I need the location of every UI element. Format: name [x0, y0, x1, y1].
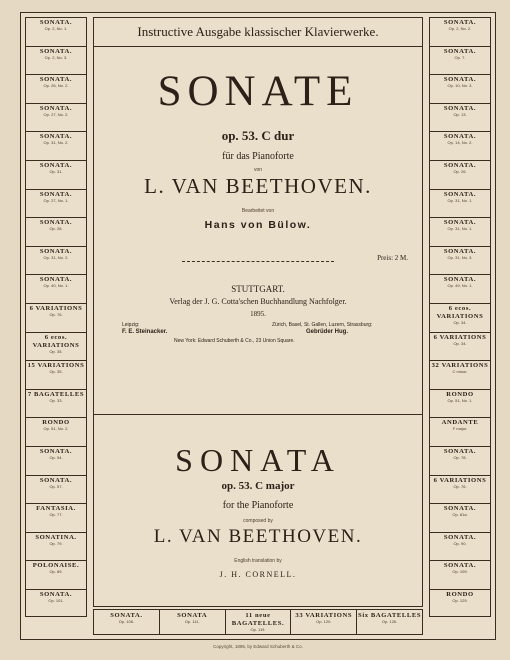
catalog-entry-title: SONATA. [443, 276, 477, 284]
catalog-entry [25, 274, 87, 303]
catalog-entry-title: SONATA. [39, 133, 73, 141]
catalog-entry-title: SONATA. [443, 133, 477, 141]
catalog-entry-title: SONATA. [443, 505, 477, 513]
catalog-entry [159, 609, 225, 635]
copyright: Copyright, 1895, by Edward Schuberth & Co. [213, 644, 303, 649]
catalog-entry-opus: Op. 51, No. 2. [43, 426, 69, 432]
catalog-entry-title: SONATA. [443, 19, 477, 26]
catalog-entry-opus: Op. 31, No. 2. [43, 140, 69, 146]
catalog-entry-opus: Op. 81a. [452, 512, 468, 518]
bottom-catalog-row [93, 609, 423, 635]
catalog-entry-title: 15 VARIATIONS [27, 362, 85, 370]
catalog-entry [25, 160, 87, 189]
german-instrument: für das Pianoforte [222, 151, 294, 162]
catalog-entry [25, 589, 87, 618]
catalog-entry-opus: Op. 26, No. 2. [43, 83, 69, 89]
series-title: Instructive Ausgabe klassischer Klavierwerke. [94, 18, 422, 47]
catalog-entry-opus: Op. 90. [453, 540, 467, 546]
catalog-entry-opus: Op. 111. [184, 619, 200, 624]
catalog-entry-opus: Op. 40, No. 1. [43, 283, 69, 289]
leipzig-name: F. E. Steinacker. [122, 329, 168, 335]
catalog-entry-opus: Op. 89. [49, 569, 63, 575]
catalog-entry [25, 74, 87, 103]
catalog-entry-opus: Op. 2, No. 3. [44, 54, 68, 60]
catalog-entry-opus: Op. 31, No. 2. [43, 254, 69, 260]
catalog-entry [429, 160, 491, 189]
catalog-entry [429, 17, 491, 46]
catalog-entry-title: 11 neue BAGATELLES. [231, 612, 285, 627]
catalog-entry-opus: Op. 27, No. 1. [43, 197, 69, 203]
catalog-entry-opus: C minor. [452, 369, 468, 375]
center-panel [93, 17, 423, 607]
catalog-entry-title: SONATA. [39, 247, 73, 255]
catalog-entry-title: 6 VARIATIONS [29, 304, 83, 312]
catalog-entry [429, 446, 491, 475]
catalog-entry-opus: Op. 26. [453, 168, 467, 174]
catalog-entry [25, 446, 87, 475]
catalog-entry-title: RONDO [42, 419, 70, 427]
catalog-entry [25, 217, 87, 246]
catalog-entry-opus: Op. 126. [381, 619, 398, 624]
catalog-entry-title: RONDO [446, 390, 474, 398]
catalog-entry-title: 6 ecos. VARIATIONS [32, 333, 80, 349]
catalog-entry-title: FANTASIA. [36, 505, 76, 513]
catalog-entry-title: SONATA. [39, 219, 73, 227]
translator: J. H. CORNELL. [219, 570, 297, 579]
german-composer: L. VAN BEETHOVEN. [144, 174, 372, 198]
catalog-entry [290, 609, 356, 635]
catalog-entry [429, 532, 491, 561]
catalog-entry [25, 417, 87, 446]
catalog-entry-title: SONATA. [443, 533, 477, 541]
title-page [20, 12, 496, 649]
catalog-entry-opus: Op. 31, No. 1. [447, 226, 473, 232]
publisher-line: Verlag der J. G. Cotta'schen Buchhandlung Nachfolger. [169, 297, 347, 306]
catalog-entry [25, 389, 87, 418]
english-instrument: for the Pianoforte [222, 500, 294, 511]
catalog-entry-opus: Op. 106. [118, 619, 135, 624]
catalog-entry-opus: Op. 7. [454, 54, 466, 60]
catalog-entry [25, 17, 87, 46]
catalog-entry-opus: Op. 76. [453, 483, 467, 489]
catalog-entry [356, 609, 423, 635]
catalog-entry [25, 360, 87, 389]
catalog-entry-title: SONATA. [39, 476, 73, 484]
english-composed-by-label: composed by [243, 518, 273, 524]
left-catalog-column [25, 17, 87, 617]
catalog-entry [25, 332, 87, 361]
catalog-entry-opus: Op. 31, No. 3. [447, 254, 473, 260]
catalog-entry [429, 217, 491, 246]
catalog-entry [429, 503, 491, 532]
leipzig-label: Leipzig: [122, 322, 140, 328]
catalog-entry-title: SONATA. [443, 447, 477, 455]
catalog-entry [25, 46, 87, 75]
catalog-entry-title: RONDO [446, 590, 474, 598]
catalog-entry [25, 503, 87, 532]
catalog-entry-title: SONATA. [443, 219, 477, 227]
catalog-entry-opus: Op. 57. [49, 483, 63, 489]
publisher-year: 1895. [250, 310, 266, 318]
catalog-entry [429, 589, 491, 618]
catalog-entry-opus: Op. 101. [48, 597, 64, 603]
catalog-entry-opus: Op. 129. [452, 597, 468, 603]
catalog-entry [429, 46, 491, 75]
catalog-entry-opus: Op. 109. [452, 569, 468, 575]
translation-label: English translation by [234, 558, 282, 564]
catalog-entry-title: SONATA. [443, 190, 477, 198]
catalog-entry-opus: Op. 27, No. 2. [43, 111, 69, 117]
dashed-rule [182, 261, 334, 262]
price: Preis: 2 M. [377, 254, 408, 262]
section-divider [94, 414, 422, 415]
german-arranged-by-label: Bearbeitet von [241, 208, 275, 214]
catalog-entry-opus: Op. 35. [49, 348, 63, 354]
catalog-entry [429, 246, 491, 275]
catalog-entry-title: SONATA. [443, 47, 477, 55]
catalog-entry-title: SONATA. [39, 190, 73, 198]
catalog-entry-title: SONATA. [443, 562, 477, 570]
catalog-entry-opus: Op. 31. [49, 168, 63, 174]
catalog-entry-title: SONATA. [39, 47, 73, 55]
catalog-entry [429, 303, 491, 332]
catalog-entry-title: SONATA. [443, 104, 477, 112]
right-catalog-column [429, 17, 491, 617]
catalog-entry-opus: Op. 2, No. 2. [448, 26, 472, 31]
catalog-entry [429, 389, 491, 418]
catalog-entry [25, 246, 87, 275]
catalog-entry-title: Six BAGATELLES [358, 612, 422, 619]
catalog-entry [25, 560, 87, 589]
catalog-entry-title: SONATA [177, 612, 208, 619]
english-work-title: SONATA [175, 442, 341, 478]
german-von: von [253, 167, 263, 173]
catalog-entry-opus: Op. 120. [316, 619, 332, 624]
catalog-entry-opus: Op. 51, No. 1. [447, 397, 473, 403]
catalog-entry-opus: Op. 76. [49, 311, 63, 317]
catalog-entry-title: SONATA. [39, 104, 73, 112]
catalog-entry-opus: Op. 119. [250, 627, 266, 632]
catalog-entry-opus: Op. 79. [49, 540, 63, 546]
catalog-entry-opus: Op. 35. [49, 369, 63, 375]
catalog-entry [225, 609, 291, 635]
catalog-entry-title: SONATA. [110, 612, 143, 619]
catalog-entry-opus: Op. 77. [49, 512, 63, 518]
catalog-entry-opus: Op. 54. [49, 454, 63, 460]
catalog-entry-opus: Op. 10, No. 3. [447, 83, 473, 89]
catalog-entry-title: SONATA. [39, 76, 73, 84]
catalog-entry-title: SONATA. [39, 590, 73, 598]
catalog-entry [429, 189, 491, 218]
german-arranger: Hans von Bülow. [204, 219, 312, 231]
catalog-entry [429, 332, 491, 361]
zurich-name: Gebrüder Hug. [306, 329, 349, 335]
catalog-entry [429, 103, 491, 132]
catalog-entry [93, 609, 159, 635]
catalog-entry [25, 103, 87, 132]
catalog-entry-opus: Op. 34. [453, 319, 467, 325]
catalog-entry-opus: Op. 33. [49, 397, 63, 403]
catalog-entry-title: SONATA. [39, 19, 73, 26]
catalog-entry-title: SONATINA. [35, 533, 77, 541]
catalog-entry-title: SONATA. [443, 247, 477, 255]
catalog-entry-title: ANDANTE [441, 419, 479, 427]
catalog-entry [25, 131, 87, 160]
catalog-entry [429, 560, 491, 589]
publisher-city: STUTTGART. [231, 284, 285, 294]
catalog-entry [25, 189, 87, 218]
catalog-entry-title: 32 VARIATIONS [431, 362, 489, 370]
catalog-entry [429, 74, 491, 103]
catalog-entry-title: 6 VARIATIONS [433, 333, 487, 341]
catalog-entry-title: 6 ecos. VARIATIONS [436, 304, 484, 320]
catalog-entry [25, 303, 87, 332]
catalog-entry [429, 274, 491, 303]
newyork-line: New York: Edward Schuberth & Co., 23 Union Square. [174, 338, 295, 344]
english-composer: L. VAN BEETHOVEN. [153, 526, 363, 547]
catalog-entry-title: 6 VARIATIONS [433, 476, 487, 484]
catalog-entry-title: SONATA. [39, 276, 73, 284]
catalog-entry-title: SONATA. [443, 161, 477, 169]
catalog-entry-opus: Op. 14, No. 2. [447, 140, 473, 146]
catalog-entry [429, 360, 491, 389]
catalog-entry-opus: Op. 28. [49, 226, 63, 232]
catalog-entry-opus: Op. 78. [453, 454, 467, 460]
catalog-entry [429, 417, 491, 446]
catalog-entry-title: SONATA. [39, 161, 73, 169]
catalog-entry [429, 131, 491, 160]
catalog-entry-title: SONATA. [443, 76, 477, 84]
catalog-entry-title: SONATA. [39, 447, 73, 455]
german-opus: op. 53. C dur [221, 128, 295, 143]
catalog-entry-opus: Op. 2, No. 1. [44, 26, 68, 31]
catalog-entry [429, 475, 491, 504]
catalog-entry-opus: Op. 31, No. 1. [447, 197, 473, 203]
catalog-entry-opus: Op. 34. [453, 340, 467, 346]
catalog-entry-title: POLONAISE. [32, 562, 80, 570]
catalog-entry-opus: F major. [452, 426, 468, 432]
catalog-entry-title: 33 VARIATIONS [295, 612, 353, 619]
catalog-entry-opus: Op. 49, No. 1. [447, 283, 473, 289]
zurich-label: Zürich, Basel, St. Gallen, Luzern, Strassburg: [272, 322, 373, 328]
catalog-entry-title: 7 BAGATELLES [27, 390, 85, 398]
english-opus: op. 53. C major [221, 480, 295, 492]
catalog-entry-opus: Op. 13. [453, 111, 467, 117]
german-work-title: SONATE [157, 68, 359, 115]
catalog-entry [25, 475, 87, 504]
catalog-entry [25, 532, 87, 561]
